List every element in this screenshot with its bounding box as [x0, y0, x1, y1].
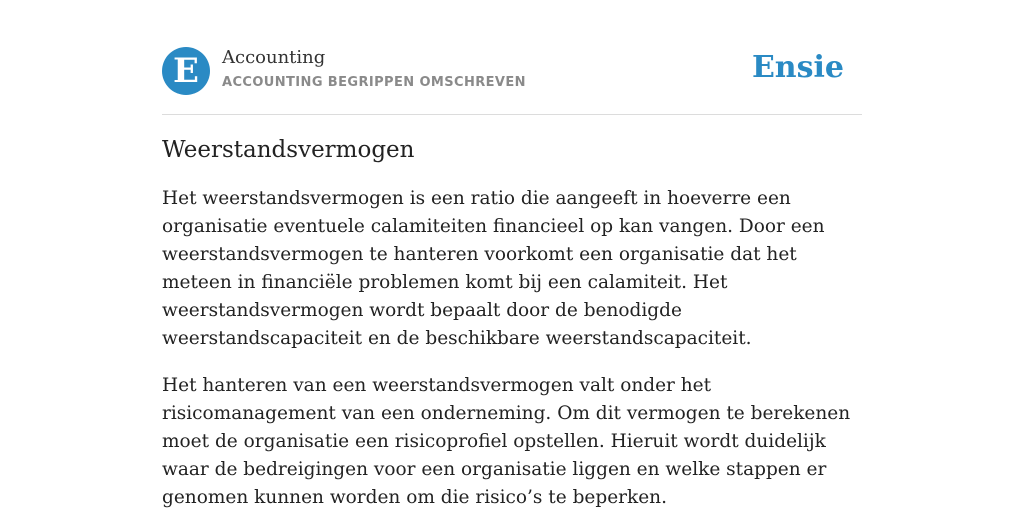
article-title: Weerstandsvermogen — [162, 137, 415, 163]
article-paragraph-1: Het weerstandsvermogen is een ratio die aangeeft in hoeverre een organisatie eventuele calamiteiten financieel op kan vangen. Door een weerstandsvermogen te hanteren voorkomt een organisatie dat het meteen in financiële problemen komt bij een calamiteit. Het weerstandsvermogen wordt bepaalt door de benodigde weerstandscapaciteit en de beschikbare weerstandscapaciteit. — [162, 188, 825, 349]
site-header — [162, 44, 862, 115]
article-paragraph-2: Het hanteren van een weerstandsvermogen valt onder het risicomanagement van een onderneming. Om dit vermogen te berekenen moet de organisatie een risicoprofiel opstellen. Hieruit wordt duidelijk waar de bedreigingen voor een organisatie liggen en welke stappen er genomen kunnen worden om die risico’s te beperken. — [162, 375, 851, 508]
brand-logo[interactable]: Ensie — [751, 50, 844, 85]
site-title[interactable]: Accounting — [222, 47, 326, 68]
site-logo-icon[interactable]: E — [162, 47, 210, 95]
article — [162, 137, 862, 531]
site-subtitle: ACCOUNTING BEGRIPPEN OMSCHREVEN — [222, 75, 526, 90]
